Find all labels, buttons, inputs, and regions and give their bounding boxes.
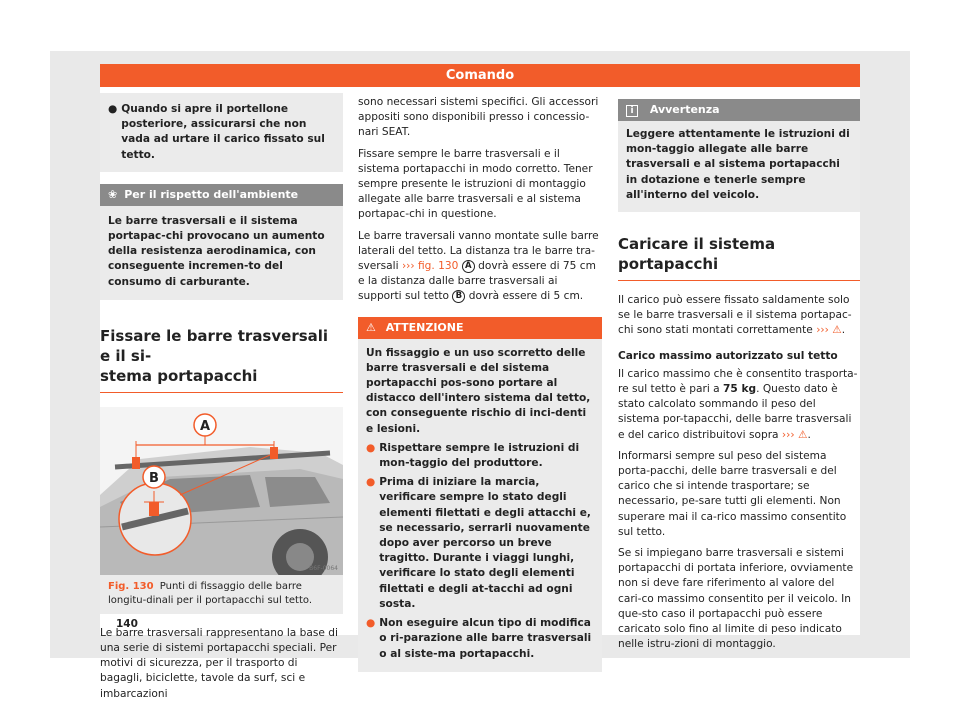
warning-item <box>366 441 594 471</box>
label-a-badge: A <box>462 260 475 273</box>
paragraph-3-part-c: dovrà essere di 5 cm. <box>468 290 584 303</box>
info-icon: i <box>626 105 638 117</box>
note-box <box>100 93 343 172</box>
warning-triangle-icon: ⚠ <box>366 320 376 334</box>
load-paragraph-1: Il carico può essere fissato saldamente solo se le barre trasversali e il sistema portapac-chi sono stati montati correttamente ››› ⚠. <box>618 294 852 337</box>
bullet-icon: ● <box>108 103 118 115</box>
load-paragraph-2-part-b: . Questo dato è stato calcolato sommando il peso del sistema por-tapacchi, delle barre trasversali e del carico distribuitovi sopra <box>618 383 852 441</box>
intro-paragraph: Le barre trasversali rappresentano la base di una serie di sistemi portapacchi speciali. Per motivi di sicurezza, per il trasporto di bagagli, biciclette, tavole da surf, sci e imbarcazioni <box>100 626 338 700</box>
environment-text: Le barre trasversali e il sistema portapac-chi provocano un aumento della resistenza aerodinamica, con conseguente incremen-to del consumo di carburante. <box>100 206 343 300</box>
section-title-load-rack: Caricare il sistema portapacchi <box>618 234 860 281</box>
load-paragraph-1-text: Il carico può essere fissato saldamente solo se le barre trasversali e il sistema portapac-chi sono stati montati correttamente <box>618 294 852 337</box>
warning-body <box>358 339 602 672</box>
page-number: 140 <box>116 618 138 630</box>
column-1 <box>100 93 343 702</box>
warning-box <box>358 317 602 672</box>
max-load-value: 75 kg <box>723 383 757 396</box>
environment-header <box>100 184 343 206</box>
page-content <box>100 87 860 700</box>
advisory-text: Leggere attentamente le istruzioni di mon-taggio allegate alle barre trasversali e al sistema portapacchi in dotazione e tenerle sempre all'interno del veicolo. <box>618 121 860 212</box>
section-title-fix-bars <box>100 326 343 393</box>
environment-title: Per il rispetto dell'ambiente <box>124 187 299 201</box>
advisory-box <box>618 99 860 212</box>
bullet-icon: ● <box>366 441 376 454</box>
warning-intro: Un fissaggio e un uso scorretto delle barre trasversali e del sistema portapacchi pos-sono portare al distacco dell'intero sistema dal tetto, con conseguente rischio di inci-denti e lesioni. <box>366 346 591 435</box>
section-title-line-2: stema portapacchi <box>100 366 258 385</box>
note-text: Quando si apre il portellone posteriore, assicurarsi che non vada ad urtare il carico fissato sul tetto. <box>121 103 325 161</box>
paragraph-3-part-b: dovrà essere di 75 cm e la distanza dalle barre trasversali ai supporti sul tetto <box>358 260 596 303</box>
advisory-title: Avvertenza <box>649 103 720 116</box>
figure-caption <box>100 575 343 614</box>
label-b-badge: B <box>452 290 465 303</box>
warning-item-text: Non eseguire alcun tipo di modifica o ri-parazione alle barre trasversali o al siste-ma portapacchi. <box>379 617 592 660</box>
warning-triangle-icon: ⚠ <box>798 428 808 441</box>
column-2 <box>358 95 602 672</box>
max-load-subheading: Carico massimo autorizzato sul tetto <box>618 349 838 362</box>
warning-header <box>358 317 602 339</box>
figure-label-a: A <box>199 418 211 434</box>
load-paragraph-3: Informarsi sempre sul peso del sistema porta-pacchi, delle barre trasversali e del carico che si intende trasportare; se necessario, pe-sare tutti gli elementi. Non superare mai il ca-rico massimo consentito sul tetto. <box>618 449 847 538</box>
bullet-icon: ● <box>366 476 376 489</box>
page-header: Comando <box>100 64 860 87</box>
leaf-icon: ❀ <box>108 187 118 201</box>
paragraph-3-part-a: Le barre traversali vanno montate sulle barre laterali del tetto. La distanza tra le barre tra-sversali <box>358 229 599 273</box>
paragraph-2: Fissare sempre le barre trasversali e il sistema portapacchi in modo corretto. Tener sempre presente le istruzioni di montaggio allegate alle barre trasversali e al sistema portapac-chi in questione. <box>358 147 593 221</box>
warning-reference-link[interactable]: ››› <box>816 324 829 337</box>
warning-item-text: Rispettare sempre le istruzioni di mon-taggio del produttore. <box>379 441 580 470</box>
load-paragraph-4: Se si impiegano barre trasversali e sistemi portapacchi di portata inferiore, ovviamente non si deve fare riferimento al valore del cari-co massimo consentito per il veicolo. In que-sto caso il portapacchi può essere caricato solo fino al limite di peso indicato nelle istru-zioni di montaggio. <box>618 547 854 651</box>
figure-caption-text: Punti di fissaggio delle barre longitu-dinali per il portapacchi sul tetto. <box>108 580 313 606</box>
figure-number: Fig. 130 <box>108 580 154 592</box>
figure-130 <box>100 407 343 575</box>
load-paragraph-2-part-a: Il carico massimo che è consentito trasporta-re sul tetto è pari a <box>618 367 858 396</box>
bullet-icon: ● <box>366 617 376 630</box>
environment-box <box>100 184 343 300</box>
advisory-header <box>618 99 860 121</box>
load-paragraph-2: Il carico massimo che è consentito trasporta-re sul tetto è pari a 75 kg. Questo dato è stato calcolato sommando il peso del sistema por-tapacchi, delle barre trasversali e del carico distribuitovi sopra ››› ⚠. <box>618 367 858 441</box>
warning-item <box>366 616 594 662</box>
column-3 <box>618 99 860 652</box>
paragraph-3 <box>358 229 602 305</box>
warning-reference-link[interactable]: ››› <box>781 428 795 441</box>
section-title-line-1: Fissare le barre trasversali e il si- <box>100 326 329 365</box>
paragraph-1: sono necessari sistemi specifici. Gli accessori appositi sono disponibili presso i concessio-nari SEAT. <box>358 96 599 139</box>
figure-code: B6F-0064 <box>309 564 338 572</box>
warning-title: ATTENZIONE <box>385 320 464 334</box>
figure-label-b: B <box>149 470 159 486</box>
warning-triangle-icon: ⚠ <box>832 324 842 337</box>
warning-item-text: Prima di iniziare la marcia, verificare sempre lo stato degli elementi filettati e degli attacchi e, se necessario, serrarli nuovamente dopo aver percorso un breve tragitto. Durante i viaggi lunghi, verificare lo stato degli elementi filettati e degli at-tacchi ad ogni sosta. <box>379 476 591 610</box>
figure-reference-link[interactable]: ››› fig. 130 <box>401 260 459 273</box>
car-roof-illustration <box>100 407 343 575</box>
warning-item <box>366 475 594 612</box>
